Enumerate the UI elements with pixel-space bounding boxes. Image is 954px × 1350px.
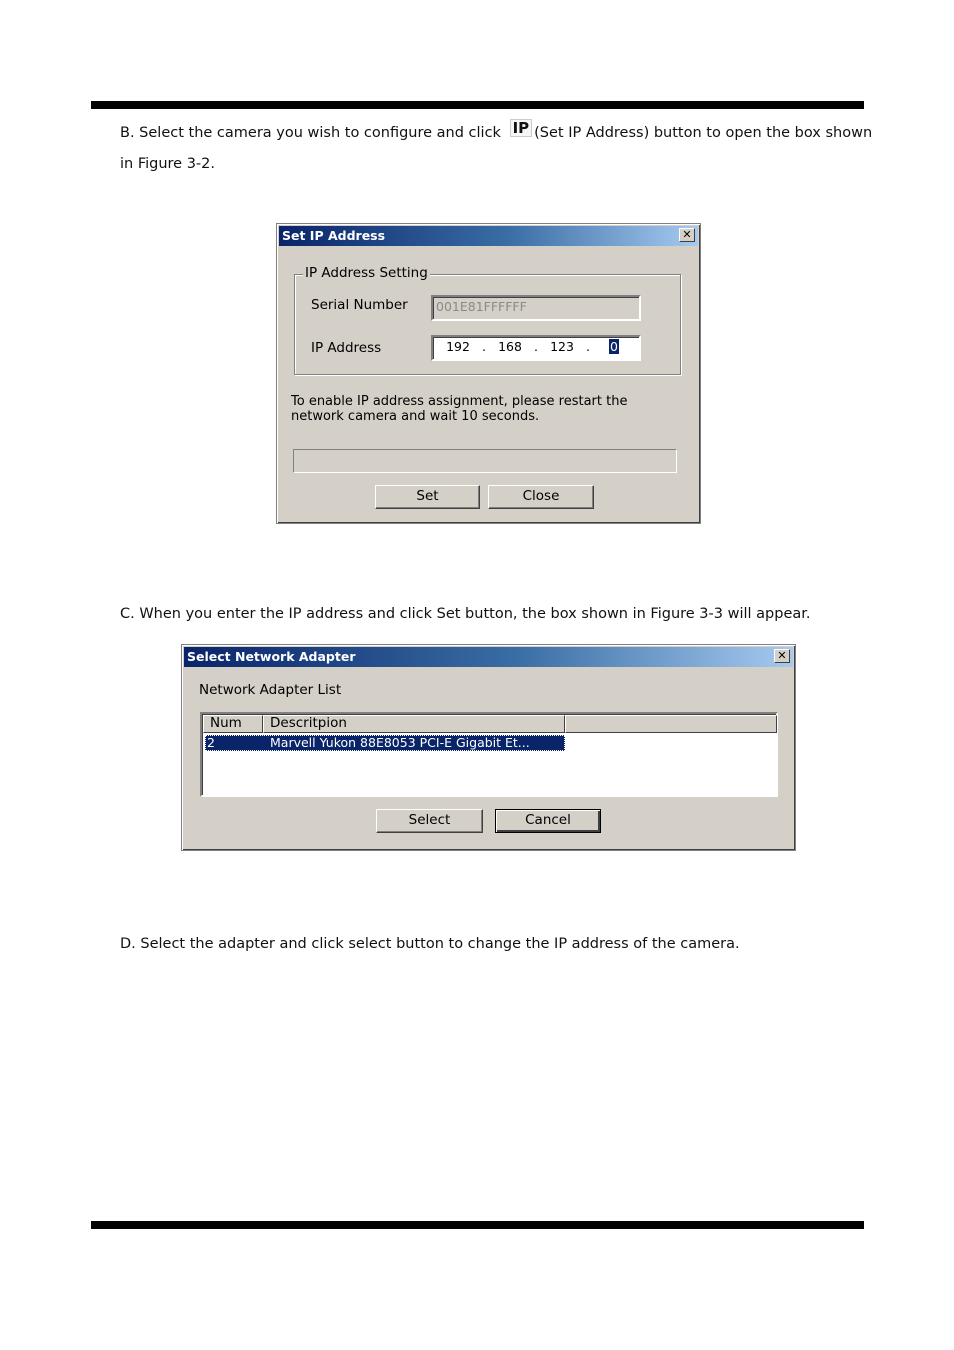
set-ip-dialog	[276, 223, 701, 524]
ip-separator: .	[482, 339, 486, 354]
ip-octet-1[interactable]: 192	[446, 339, 470, 354]
ip-octet-4-selected: 0	[610, 339, 618, 354]
set-ip-titlebar[interactable]	[279, 226, 698, 246]
list-item[interactable]	[205, 735, 565, 751]
bottom-rule	[91, 1221, 864, 1229]
column-num[interactable]: Num	[203, 715, 263, 733]
paragraph-b	[120, 118, 873, 149]
ip-address-label: IP Address	[311, 340, 382, 356]
paragraph-b-text: B. Select the camera you wish to configure and click	[120, 125, 506, 141]
ip-octet-2[interactable]: 168	[498, 339, 522, 354]
set-ip-icon: IP	[510, 119, 533, 137]
ip-separator: .	[586, 339, 590, 354]
close-button[interactable]: Close	[488, 485, 594, 509]
restart-message-line1: To enable IP address assignment, please restart the	[291, 394, 628, 409]
list-header	[203, 715, 775, 733]
paragraph-d: D. Select the adapter and click select button to change the IP address of the camera.	[120, 936, 740, 952]
top-rule	[91, 101, 864, 109]
close-icon[interactable]: ✕	[774, 649, 790, 663]
paragraph-b-suffix: (Set IP Address) button to open the box shown	[534, 125, 873, 141]
restart-message-line2: network camera and wait 10 seconds.	[291, 409, 540, 424]
row-description: Marvell Yukon 88E8053 PCI-E Gigabit Et...	[270, 735, 530, 750]
set-button[interactable]: Set	[375, 485, 480, 509]
ip-separator: .	[534, 339, 538, 354]
adapter-title: Select Network Adapter	[187, 649, 356, 664]
row-num: 2	[207, 735, 215, 750]
paragraph-c: C. When you enter the IP address and click Set button, the box shown in Figure 3-3 will appear.	[120, 606, 811, 622]
adapter-list-label: Network Adapter List	[199, 682, 342, 698]
group-label: IP Address Setting	[305, 265, 428, 281]
serial-number-field: 001E81FFFFFF	[431, 295, 641, 321]
set-ip-title: Set IP Address	[282, 228, 386, 243]
adapter-list[interactable]	[200, 712, 778, 797]
column-description[interactable]: Descritpion	[263, 715, 565, 733]
serial-number-label: Serial Number	[311, 297, 408, 313]
ip-octet-3[interactable]: 123	[550, 339, 574, 354]
select-adapter-dialog	[181, 644, 796, 851]
paragraph-b-line2: in Figure 3-2.	[120, 156, 216, 172]
column-empty[interactable]	[565, 715, 777, 733]
adapter-titlebar[interactable]	[184, 647, 793, 667]
close-icon[interactable]: ✕	[679, 228, 695, 242]
ip-address-field[interactable]	[431, 335, 641, 361]
cancel-button[interactable]: Cancel	[495, 809, 601, 833]
ip-octet-4[interactable]	[595, 339, 633, 354]
progress-bar	[293, 449, 677, 473]
select-button[interactable]: Select	[376, 809, 483, 833]
